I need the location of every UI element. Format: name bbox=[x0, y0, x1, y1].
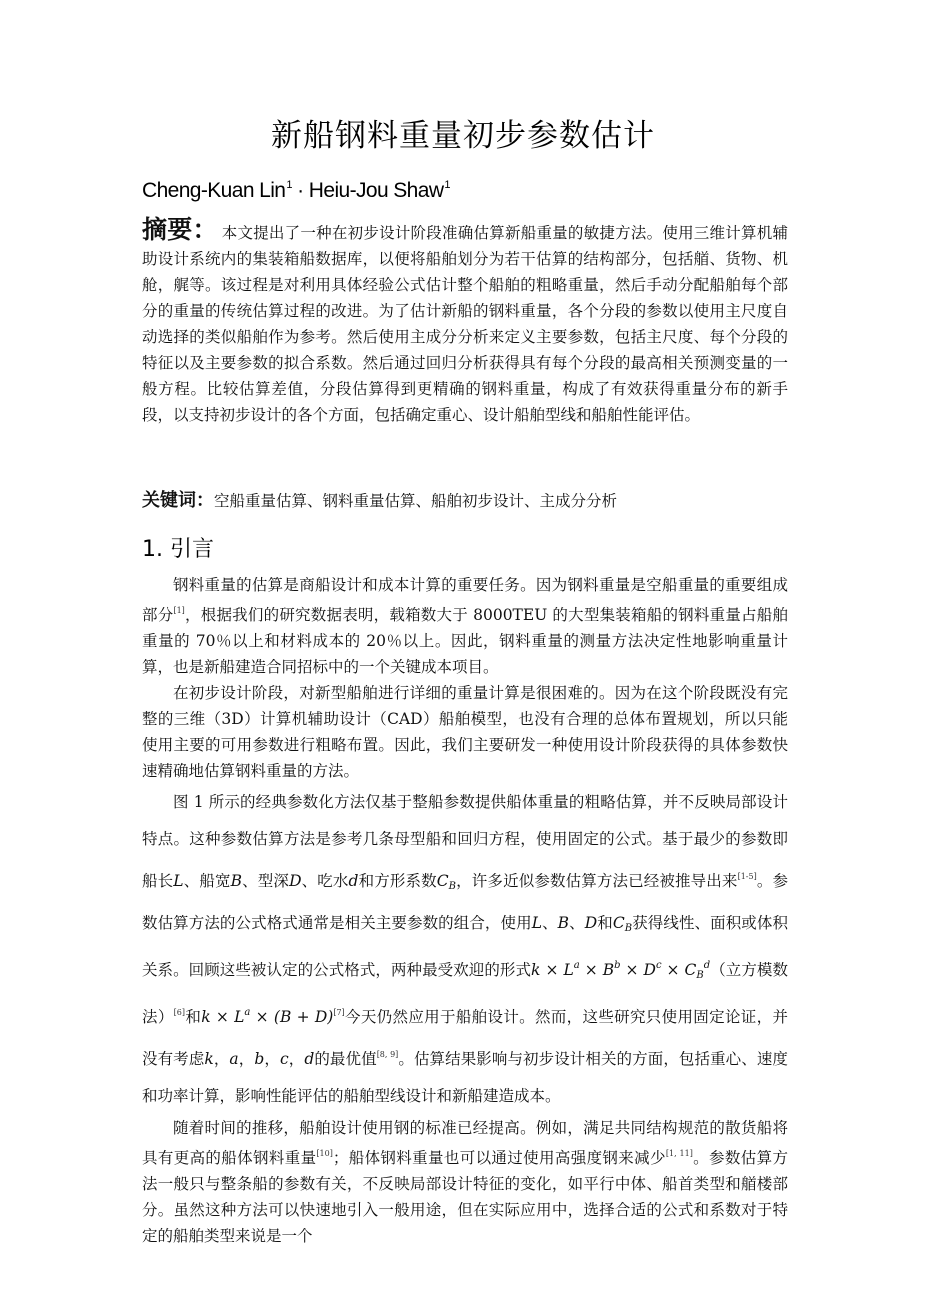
citation: [8, 9] bbox=[376, 1050, 399, 1059]
math-symbol: D bbox=[584, 914, 598, 932]
math-symbol: D bbox=[289, 872, 302, 890]
math-symbol: $C_B$ bbox=[436, 872, 457, 892]
math-formula-cubic: $k \times L^a \times B^b \times D^c \times C_B^d$ bbox=[531, 960, 711, 981]
keywords-heading: 关键词： bbox=[142, 490, 214, 511]
math-symbol: B bbox=[557, 914, 570, 932]
paragraph: 图 1 所示的经典参数化方法仅基于整船参数提供船体重量的粗略估算，并不反映局部设计特点。这种参数估算方法是参考几条母型船和回归方程，使用固定的公式。基于最少的参数即船长L、船宽B、型深D、吃水d和方形系数$C_B$，许多近似参数估算方法已经被推导出来[1-5]。参数估算方法的公式格式通常是相关主要参数的组合，使用L、B、D和$C_B$获得线性、面积或体积关系。回顾这些被认定的公式格式，两种最受欢迎的形式$k \times L^a \times B^b \times D^c \times C_B^d$（立方模数法）[6]和$k \times L^a \times (B + D)[7]$今天仍然应用于船舶设计。然而，这些研究只使用固定论证，并没有考虑k，a，b，c，d的最优值[8, 9]。估算结果影响与初步设计相关的方面，包括重心、速度和功率计算，影响性能评估的船舶型线设计和新船建造成本。 bbox=[142, 793, 788, 1105]
paragraph: 随着时间的推移，船舶设计使用钢的标准已经提高。例如，满足共同结构规范的散货船将具有更高的船体钢料重量[10]；船体钢料重量也可以通过使用高强度钢来减少[1, 11]。参数估算方法一般只与整条船的参数有关，不反映局部设计特征的变化，如平行中体、船首类型和艏楼部分。虽然这种方法可以快速地引入一般用途，但在实际应用中，选择合适的公式和系数对于特定的船舶类型来说是一个 bbox=[142, 1119, 788, 1245]
math-symbol: L bbox=[173, 872, 184, 890]
citation: [1-5] bbox=[737, 872, 757, 881]
math-symbol: $C_B$ bbox=[612, 914, 633, 934]
author-name: Cheng-Kuan Lin bbox=[142, 179, 286, 202]
abstract-heading: 摘要： bbox=[142, 215, 218, 244]
math-symbol: b bbox=[254, 1050, 265, 1068]
math-symbol: d bbox=[348, 872, 359, 890]
math-symbol: L bbox=[531, 914, 542, 932]
paragraph: 在初步设计阶段，对新型船舶进行详细的重量计算是很困难的。因为在这个阶段既没有完整的三维（3D）计算机辅助设计（CAD）船舶模型，也没有合理的总体布置规划，所以只能使用主要的可用参数进行粗略布置。因此，我们主要研发一种使用设计阶段获得的具体参数快速精确地估算钢料重量的方法。 bbox=[142, 684, 788, 780]
paper-title: 新船钢料重量初步参数估计 bbox=[271, 118, 655, 154]
math-symbol: c bbox=[279, 1050, 289, 1068]
math-symbol: B bbox=[230, 872, 243, 890]
body-text bbox=[142, 572, 788, 1249]
citation: [1, 11] bbox=[665, 1149, 693, 1158]
affiliation-marker: 1 bbox=[286, 179, 292, 191]
abstract-text: 本文提出了一种在初步设计阶段准确估算新船重量的敏捷方法。使用三维计算机辅助设计系统内的集装箱船数据库，以便将船舶划分为若干估算的结构部分，包括艏、货物、机舱，艉等。该过程是对利用具体经验公式估计整个船舶的粗略重量，然后手动分配船舶每个部分的重量的传统估算过程的改进。为了估计新船的钢料重量，各个分段的参数以使用主尺度自动选择的类似船舶作为参考。然后使用主成分分析来定义主要参数，包括主尺度、每个分段的特征以及主要参数的拟合系数。然后通过回归分析获得具有每个分段的最高相关预测变量的一般方程。比较估算差值，分段估算得到更精确的钢料重量，构成了有效获得重量分布的新手段，以支持初步设计的各个方面，包括确定重心、设计船舶型线和船舶性能评估。 bbox=[142, 224, 788, 424]
author-line bbox=[142, 170, 450, 206]
citation: [6] bbox=[173, 1008, 186, 1017]
keywords-text: 空船重量估算、钢料重量估算、船舶初步设计、主成分分析 bbox=[214, 492, 618, 510]
math-formula-sum: $k \times L^a \times (B + D)$ bbox=[201, 1007, 334, 1026]
author-name: Heiu-Jou Shaw bbox=[308, 179, 444, 202]
author-separator: · bbox=[291, 179, 309, 202]
affiliation-marker: 1 bbox=[444, 179, 450, 191]
math-symbol: a bbox=[229, 1050, 239, 1068]
citation: [1] bbox=[173, 606, 185, 615]
citation: [10] bbox=[316, 1149, 333, 1158]
citation: [7] bbox=[333, 1008, 345, 1017]
keywords bbox=[142, 488, 788, 514]
paragraph: 钢料重量的估算是商船设计和成本计算的重要任务。因为钢料重量是空船重量的重要组成部分[1]，根据我们的研究数据表明，载箱数大于 8000TEU 的大型集装箱船的钢料重量占船舶重量的 70％以上和材料成本的 20％以上。因此，钢料重量的测量方法决定性地影响重量计算，也是新船建造合同招标中的一个关键成本项目。 bbox=[142, 576, 788, 676]
math-symbol: k bbox=[204, 1050, 214, 1068]
section-heading: 1. 引言 bbox=[142, 537, 214, 562]
math-symbol: d bbox=[304, 1050, 315, 1068]
abstract bbox=[142, 217, 788, 428]
